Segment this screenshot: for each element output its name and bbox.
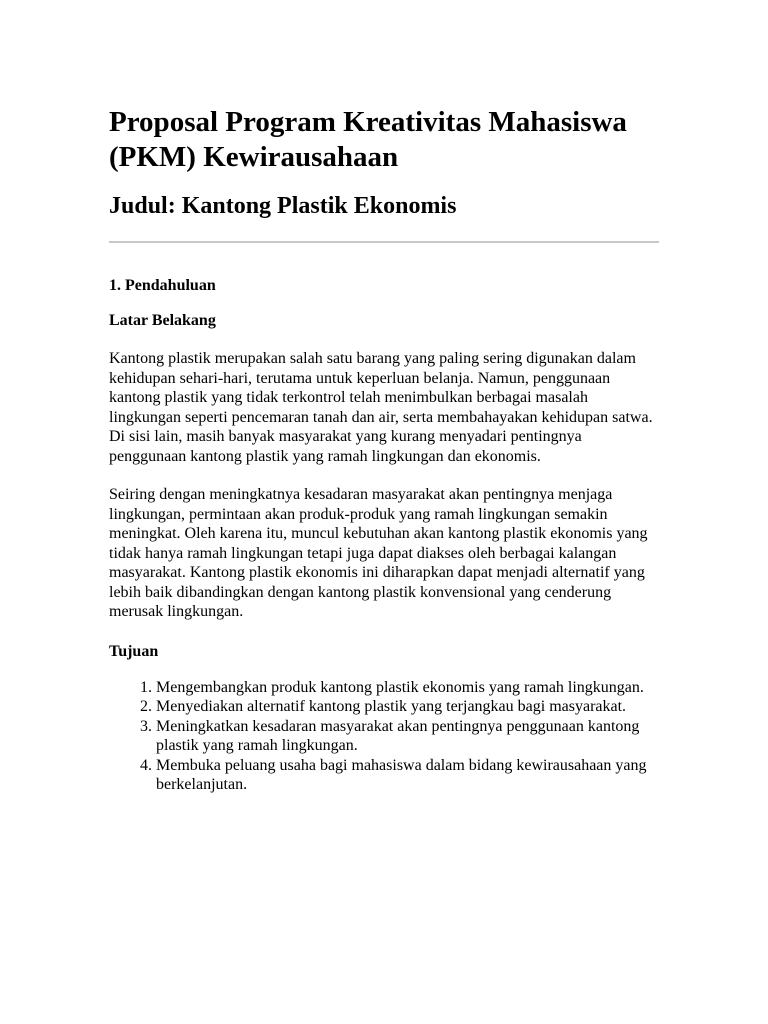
goal-item: 2. Menyediakan alternatif kantong plastik yang terjangkau bagi masyarakat. — [156, 697, 659, 717]
document-subtitle: Judul: Kantong Plastik Ekonomis — [109, 193, 457, 219]
subheading-latar-belakang: Latar Belakang — [109, 312, 216, 329]
horizontal-divider — [109, 241, 659, 243]
goal-item: 1. Mengembangkan produk kantong plastik ekonomis yang ramah lingkungan. — [156, 678, 659, 698]
document-page — [109, 105, 659, 795]
background-paragraph-2: Seiring dengan meningkatnya kesadaran masyarakat akan pentingnya menjaga lingkungan, permintaan akan produk-produk yang ramah lingkungan semakin meningkat. Oleh karena itu, muncul kebutuhan akan kantong plastik ekonomis yang tidak hanya ramah lingkungan tetapi juga dapat diakses oleh berbagai kalangan masyarakat. Kantong plastik ekonomis ini diharapkan dapat menjadi alternatif yang lebih baik dibandingkan dengan kantong plastik konvensional yang cenderung merusak lingkungan. — [109, 486, 648, 620]
background-paragraph-1: Kantong plastik merupakan salah satu barang yang paling sering digunakan dalam kehidupan sehari-hari, terutama untuk keperluan belanja. Namun, penggunaan kantong plastik yang tidak terkontrol telah menimbulkan berbagai masalah lingkungan seperti pencemaran tanah dan air, serta membahayakan kehidupan satwa. Di sisi lain, masih banyak masyarakat yang kurang menyadari pentingnya penggunaan kantong plastik yang ramah lingkungan dan ekonomis. — [109, 350, 653, 465]
subheading-tujuan: Tujuan — [109, 642, 159, 660]
goal-item: 3. Meningkatkan kesadaran masyarakat akan pentingnya penggunaan kantong plastik yang ramah lingkungan. — [156, 717, 659, 756]
goals-list — [109, 678, 659, 795]
document-title: Proposal Program Kreativitas Mahasiswa (PKM) Kewirausahaan — [109, 106, 627, 173]
goal-item: 4. Membuka peluang usaha bagi mahasiswa dalam bidang kewirausahaan yang berkelanjutan. — [156, 756, 659, 795]
section-heading-pendahuluan: 1. Pendahuluan — [109, 277, 216, 294]
